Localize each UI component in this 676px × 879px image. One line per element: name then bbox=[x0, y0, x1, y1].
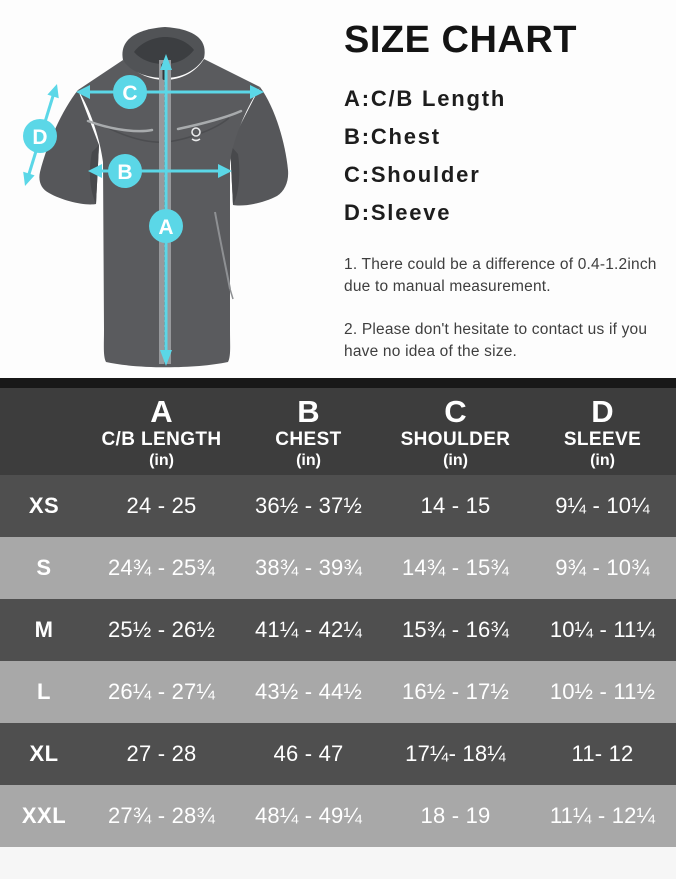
header-letter-d: D bbox=[591, 393, 614, 429]
measure-label-d: D bbox=[32, 126, 48, 149]
row-size-label: S bbox=[36, 555, 52, 580]
row-size-label: XL bbox=[29, 741, 59, 766]
cell-l-chest: 43½ - 44½ bbox=[255, 679, 362, 704]
cell-xxl-chest: 48¼ - 49¼ bbox=[255, 803, 362, 828]
table-row-s bbox=[0, 537, 676, 599]
table-row-xl bbox=[0, 723, 676, 785]
measurement-legend bbox=[344, 80, 674, 232]
header-unit-a: (in) bbox=[149, 451, 174, 469]
header-letter-c: C bbox=[444, 393, 467, 429]
cell-xl-sleeve: 11- 12 bbox=[571, 741, 634, 766]
column-header-b bbox=[235, 393, 382, 471]
table-row-xxl bbox=[0, 785, 676, 847]
header-size-column bbox=[0, 431, 88, 433]
measure-label-b: B bbox=[117, 161, 133, 184]
header-unit-d: (in) bbox=[590, 451, 615, 469]
cell-xxl-length: 27¾ - 28¾ bbox=[108, 803, 215, 828]
header-name-c: SHOULDER bbox=[400, 428, 511, 450]
cell-m-sleeve: 10¼ - 11¼ bbox=[549, 617, 656, 642]
cell-l-sleeve: 10½ - 11½ bbox=[549, 679, 656, 704]
size-info-panel bbox=[344, 18, 674, 384]
column-header-c bbox=[382, 393, 529, 471]
cell-xxl-shoulder: 18 - 19 bbox=[420, 803, 491, 828]
row-size-label: XS bbox=[28, 493, 60, 518]
jacket-measurement-diagram bbox=[0, 0, 330, 378]
table-row-xs bbox=[0, 475, 676, 537]
cell-s-length: 24¾ - 25¾ bbox=[108, 555, 215, 580]
legend-item-c: C:Shoulder bbox=[344, 162, 481, 187]
cell-xs-shoulder: 14 - 15 bbox=[420, 493, 491, 518]
cell-xl-length: 27 - 28 bbox=[126, 741, 197, 766]
row-size-label: L bbox=[37, 679, 51, 704]
top-section bbox=[0, 0, 676, 378]
measure-label-c: C bbox=[122, 82, 138, 105]
table-header-row bbox=[0, 388, 676, 475]
cell-xs-chest: 36½ - 37½ bbox=[255, 493, 362, 518]
cell-s-chest: 38¾ - 39¾ bbox=[255, 555, 362, 580]
cell-l-length: 26¼ - 27¼ bbox=[108, 679, 215, 704]
header-name-b: CHEST bbox=[275, 428, 342, 450]
cell-m-chest: 41¼ - 42¼ bbox=[255, 617, 362, 642]
legend-item-d: D:Sleeve bbox=[344, 200, 452, 225]
cell-m-shoulder: 15¾ - 16¾ bbox=[402, 617, 509, 642]
header-letter-a: A bbox=[150, 393, 173, 429]
legend-item-b: B:Chest bbox=[344, 124, 441, 149]
header-letter-b: B bbox=[297, 393, 320, 429]
cell-m-length: 25½ - 26½ bbox=[108, 617, 215, 642]
table-row-l bbox=[0, 661, 676, 723]
column-header-a bbox=[88, 393, 235, 471]
table-row-m bbox=[0, 599, 676, 661]
notes bbox=[344, 254, 676, 363]
cell-xxl-sleeve: 11¼ - 12¼ bbox=[549, 803, 656, 828]
bottom-spacer bbox=[0, 847, 676, 879]
legend-item-a: A:C/B Length bbox=[344, 86, 507, 111]
page-title: SIZE CHART bbox=[344, 19, 577, 61]
column-header-d bbox=[529, 393, 676, 471]
header-unit-c: (in) bbox=[443, 451, 468, 469]
row-size-label: M bbox=[34, 617, 54, 642]
pocket-zipper-pull bbox=[230, 289, 233, 299]
cell-s-sleeve: 9¾ - 10¾ bbox=[555, 555, 650, 580]
header-name-a: C/B LENGTH bbox=[101, 428, 222, 450]
note-1: 1. There could be a difference of 0.4-1.2inch due to manual measurement. bbox=[344, 256, 657, 295]
header-name-d: SLEEVE bbox=[563, 428, 642, 450]
row-size-label: XXL bbox=[21, 803, 67, 828]
cell-s-shoulder: 14¾ - 15¾ bbox=[402, 555, 509, 580]
cell-xs-length: 24 - 25 bbox=[126, 493, 197, 518]
note-2: 2. Please don't hesitate to contact us if you have no idea of the size. bbox=[344, 321, 648, 360]
measure-label-a: A bbox=[158, 216, 174, 239]
cell-xl-shoulder: 17¼- 18¼ bbox=[405, 741, 506, 766]
size-table bbox=[0, 378, 676, 879]
cell-l-shoulder: 16½ - 17½ bbox=[402, 679, 509, 704]
header-unit-b: (in) bbox=[296, 451, 321, 469]
cell-xs-sleeve: 9¼ - 10¼ bbox=[555, 493, 650, 518]
cell-xl-chest: 46 - 47 bbox=[273, 741, 344, 766]
